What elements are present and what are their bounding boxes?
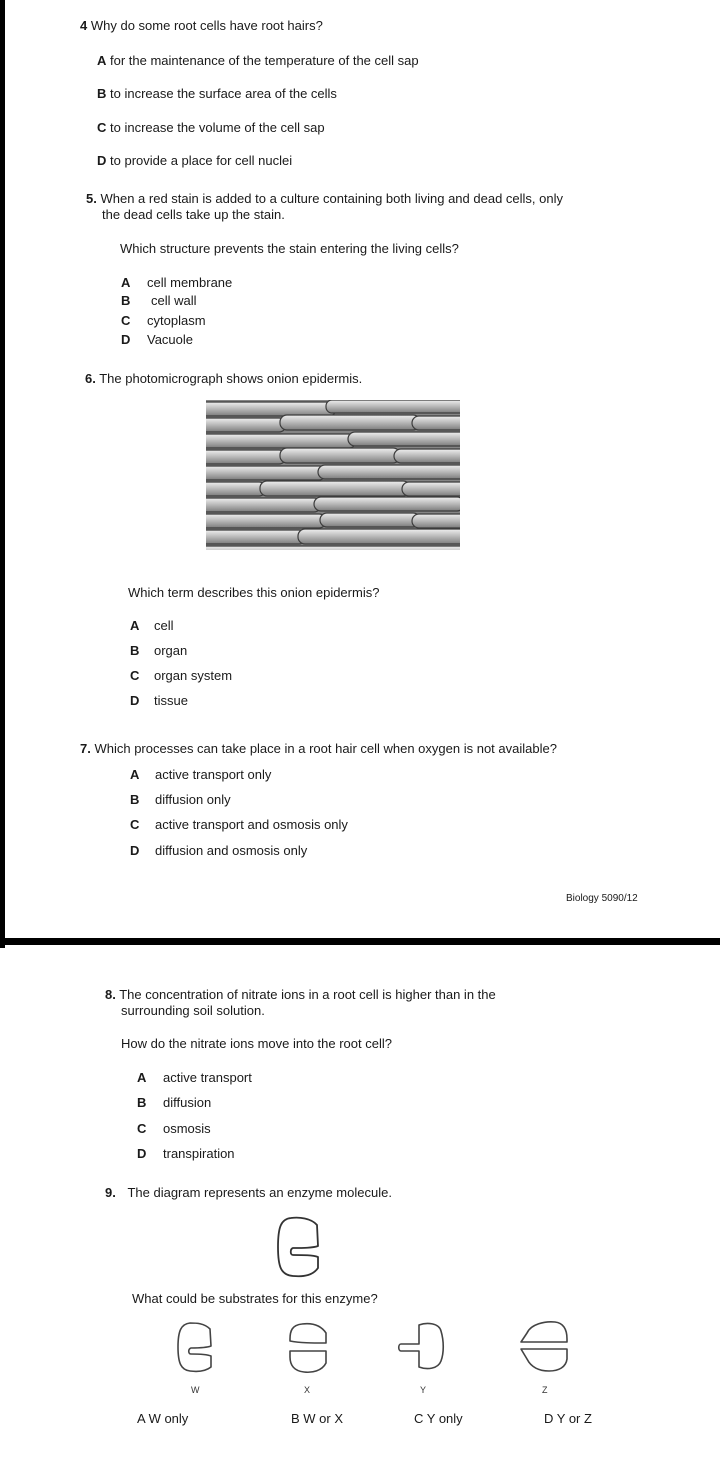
q6-question: Which term describes this onion epidermis? — [128, 585, 380, 600]
substrate-y-shape — [397, 1321, 447, 1371]
q8-text-line1: The concentration of nitrate ions in a root cell is higher than in the — [119, 987, 496, 1002]
label-z: Z — [542, 1385, 548, 1395]
q4-option-c[interactable] — [97, 120, 325, 135]
q7-option-d[interactable] — [130, 843, 307, 858]
option-letter: A — [137, 1070, 147, 1085]
q4-option-b[interactable] — [97, 86, 337, 101]
option-letter: B — [137, 1095, 147, 1110]
q8-option-b[interactable] — [137, 1095, 211, 1110]
option-letter: B — [130, 792, 140, 807]
option-letter: C — [97, 120, 107, 135]
option-letter: C — [130, 668, 140, 683]
option-text: transpiration — [163, 1146, 235, 1161]
option-letter: A — [121, 275, 131, 290]
q8-option-a[interactable] — [137, 1070, 252, 1085]
q6-option-b[interactable] — [130, 643, 187, 658]
label-w: W — [191, 1385, 200, 1395]
option-letter: C — [137, 1121, 147, 1136]
q9-answer-b[interactable]: B W or X — [291, 1411, 344, 1426]
q8-stem-line2: surrounding soil solution. — [121, 1003, 265, 1018]
q4-number: 4 — [80, 18, 88, 33]
option-text: to increase the surface area of the cells — [110, 86, 337, 101]
q4-stem — [80, 18, 323, 33]
option-text: active transport only — [155, 767, 272, 782]
substrate-x-shape — [286, 1321, 330, 1375]
footer-paper-code: Biology 5090/12 — [566, 893, 638, 904]
q4-option-a[interactable] — [97, 53, 419, 68]
option-text: organ — [154, 643, 188, 658]
option-text: tissue — [154, 693, 188, 708]
q6-option-d[interactable] — [130, 693, 188, 708]
option-text: for the maintenance of the temperature of the cell sap — [110, 53, 419, 68]
q9-answer-c[interactable]: C Y only — [414, 1411, 463, 1426]
option-letter: D — [137, 1146, 147, 1161]
q6-text: The photomicrograph shows onion epidermis. — [99, 371, 363, 386]
option-text: diffusion only — [155, 792, 231, 807]
page-break-rule — [0, 938, 720, 945]
q9-question: What could be substrates for this enzyme? — [132, 1291, 378, 1306]
option-letter: B — [121, 293, 131, 308]
q9-answer-d[interactable]: D Y or Z — [544, 1411, 592, 1426]
onion-epidermis-photomicrograph — [206, 400, 460, 550]
q7-option-c[interactable] — [130, 817, 348, 832]
q8-option-c[interactable] — [137, 1121, 211, 1136]
q7-option-a[interactable] — [130, 767, 271, 782]
q5-option-a[interactable] — [121, 275, 232, 290]
option-text: to provide a place for cell nuclei — [110, 153, 293, 168]
option-letter: A — [130, 618, 140, 633]
enzyme-molecule-diagram — [275, 1215, 325, 1279]
label-y: Y — [420, 1385, 427, 1395]
q7-text: Which processes can take place in a root hair cell when oxygen is not available? — [94, 741, 557, 756]
option-letter: A — [130, 767, 140, 782]
q5-option-b[interactable] — [121, 293, 197, 308]
q9-stem — [105, 1185, 392, 1200]
left-border-rule — [0, 0, 5, 948]
substrate-z-shape — [517, 1319, 571, 1375]
option-letter: C — [121, 313, 131, 328]
q4-option-d[interactable] — [97, 153, 292, 168]
q9-text: The diagram represents an enzyme molecule. — [127, 1185, 392, 1200]
q5-question: Which structure prevents the stain entering the living cells? — [120, 241, 459, 256]
q5-option-d[interactable] — [121, 332, 193, 347]
option-letter: B — [130, 643, 140, 658]
option-letter: D — [130, 693, 140, 708]
q5-stem-line1 — [86, 191, 563, 206]
q9-answer-a[interactable]: A W only — [137, 1411, 189, 1426]
option-text: cell wall — [151, 293, 197, 308]
q5-stem-line2: the dead cells take up the stain. — [102, 207, 285, 222]
q8-stem-line1 — [105, 987, 496, 1002]
q6-option-c[interactable] — [130, 668, 232, 683]
option-text: diffusion and osmosis only — [155, 843, 308, 858]
q8-option-d[interactable] — [137, 1146, 235, 1161]
q5-option-c[interactable] — [121, 313, 206, 328]
option-text: Vacuole — [147, 332, 194, 347]
q5-text-line1: When a red stain is added to a culture containing both living and dead cells, only — [100, 191, 563, 206]
q9-number: 9. — [105, 1185, 116, 1200]
option-letter: D — [97, 153, 107, 168]
q7-number: 7. — [80, 741, 91, 756]
option-text: cytoplasm — [147, 313, 206, 328]
label-x: X — [304, 1385, 311, 1395]
option-text: cell membrane — [147, 275, 233, 290]
option-text: to increase the volume of the cell sap — [110, 120, 325, 135]
q4-text: Why do some root cells have root hairs? — [90, 18, 323, 33]
option-letter: A — [97, 53, 107, 68]
option-text: active transport and osmosis only — [155, 817, 348, 832]
option-text: organ system — [154, 668, 233, 683]
q8-number: 8. — [105, 987, 116, 1002]
option-text: diffusion — [163, 1095, 212, 1110]
option-letter: B — [97, 86, 107, 101]
q7-stem — [80, 741, 557, 756]
q5-number: 5. — [86, 191, 97, 206]
q6-number: 6. — [85, 371, 96, 386]
option-text: active transport — [163, 1070, 252, 1085]
q7-option-b[interactable] — [130, 792, 231, 807]
q6-stem — [85, 371, 362, 386]
option-letter: D — [130, 843, 140, 858]
option-letter: D — [121, 332, 131, 347]
option-text: cell — [154, 618, 174, 633]
q8-question: How do the nitrate ions move into the root cell? — [121, 1036, 392, 1051]
option-text: osmosis — [163, 1121, 211, 1136]
substrate-w-shape — [176, 1321, 214, 1373]
option-letter: C — [130, 817, 140, 832]
q6-option-a[interactable] — [130, 618, 174, 633]
